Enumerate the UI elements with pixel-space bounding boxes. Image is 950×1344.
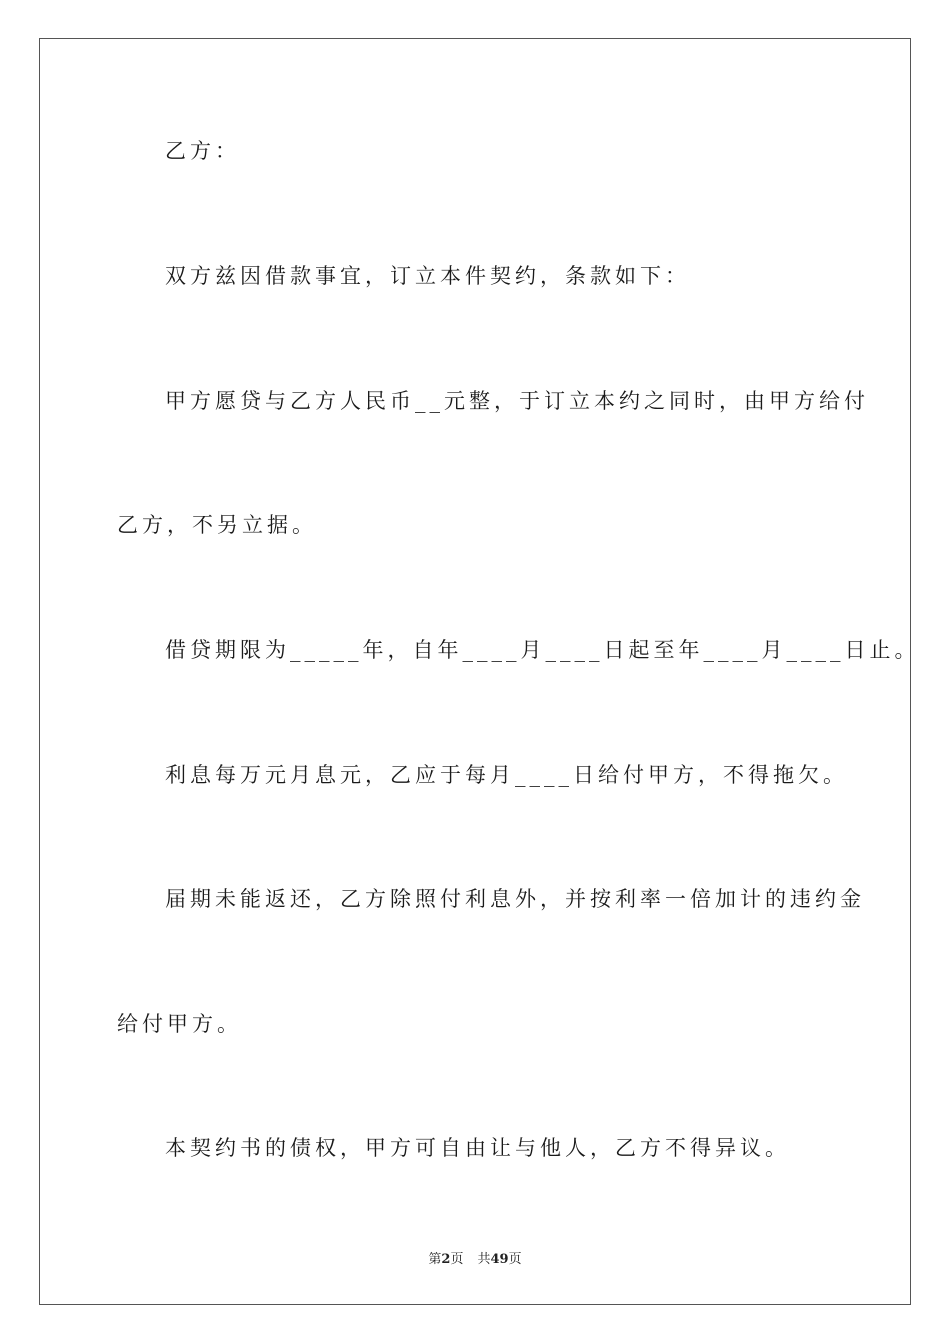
- page-footer: [0, 1248, 950, 1267]
- paragraph-default-cont: 给付甲方。: [117, 1012, 242, 1036]
- footer-total-suffix: 页: [508, 1252, 522, 1267]
- paragraph-loan-amount-cont: 乙方，不另立据。: [117, 513, 317, 537]
- paragraph-loan-term: 借贷期限为_____年，自年____月____日起至年____月____日止。: [165, 638, 920, 662]
- footer-page-number: 2: [441, 1252, 451, 1267]
- paragraph-party-b: 乙方：: [165, 139, 240, 163]
- page-frame: [39, 38, 920, 1305]
- paragraph-assignment: 本契约书的债权，甲方可自由让与他人，乙方不得异议。: [165, 1136, 790, 1160]
- paragraph-intro: 双方兹因借款事宜，订立本件契约，条款如下：: [165, 264, 690, 288]
- paragraph-loan-amount: 甲方愿贷与乙方人民币__元整，于订立本约之同时，由甲方给付: [165, 389, 869, 413]
- paragraph-default: 届期未能返还，乙方除照付利息外，并按利率一倍加计的违约金: [165, 887, 865, 911]
- footer-page-suffix: 页: [450, 1252, 464, 1267]
- footer-total-prefix: 共: [477, 1252, 491, 1267]
- paragraph-interest: 利息每万元月息元，乙应于每月____日给付甲方，不得拖欠。: [165, 763, 848, 787]
- footer-page-prefix: 第: [428, 1252, 442, 1267]
- footer-total-pages: 49: [490, 1252, 509, 1267]
